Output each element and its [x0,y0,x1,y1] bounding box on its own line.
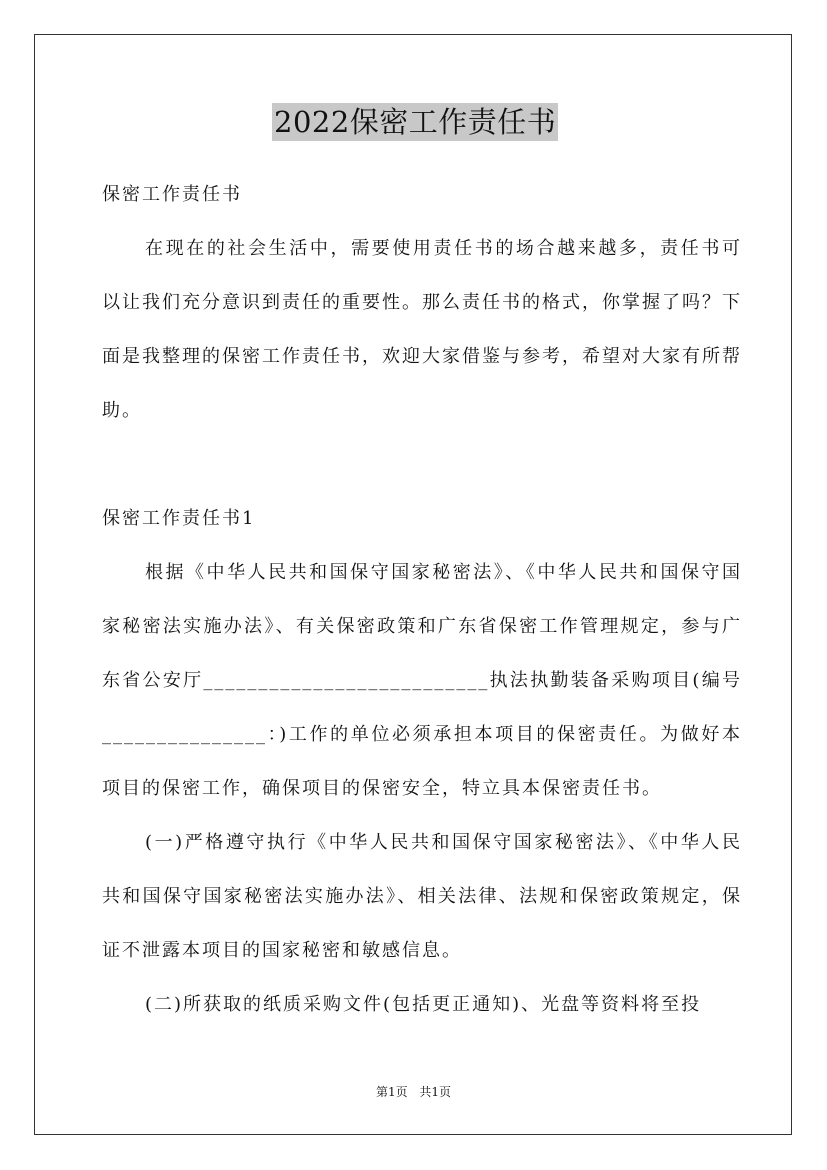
page-total: 共1页 [419,1085,452,1099]
intro-paragraph: 在现在的社会生活中，需要使用责任书的场合越来越多，责任书可以让我们充分意识到责任的重要性。那么责任书的格式，你掌握了吗？下面是我整理的保密工作责任书，欢迎大家借鉴与参考，希望对大家有所帮助。 [102,238,742,421]
body-paragraph: 根据《中华人民共和国保守国家秘密法》、《中华人民共和国保守国家秘密法实施办法》、有关保密政策和广东省保密工作管理规定，参与广东省公安厅__________________________执法执勤装备采购项目(编号_______________：)工作的单位必须承担本项目的保密责任。为做好本项目的保密工作，确保项目的保密安全，特立具本保密责任书。 [102,562,742,799]
document-title: 2022保密工作责任书 [274,105,557,139]
section-heading: 保密工作责任书1 [102,508,256,529]
body-paragraph: (一)严格遵守执行《中华人民共和国保守国家秘密法》、《中华人民共和国保守国家秘密法实施办法》、相关法律、法规和保密政策规定，保证不泄露本项目的国家秘密和敏感信息。 [102,832,742,961]
document-heading: 保密工作责任书 [102,184,242,205]
body-paragraph: (二)所获取的纸质采购文件(包括更正通知)、光盘等资料将至投 [145,994,702,1015]
page-number: 第1页 [375,1085,408,1099]
document-body [102,168,742,1032]
page-footer [0,1083,827,1100]
